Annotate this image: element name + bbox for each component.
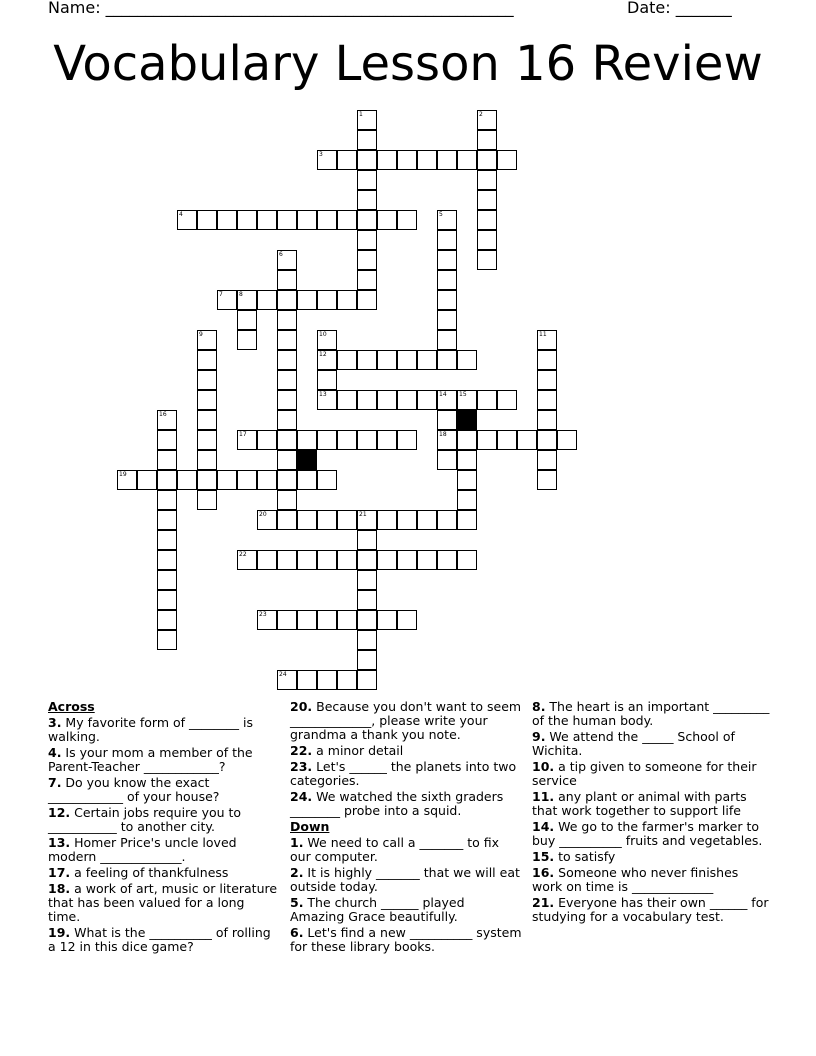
clue-text: Certain jobs require you to ___________ to another city. — [48, 805, 242, 834]
clue-number-label: 14 — [439, 391, 447, 398]
grid-cell[interactable] — [377, 390, 397, 410]
grid-cell[interactable] — [377, 150, 397, 170]
clue-number-label: 19 — [119, 471, 127, 478]
grid-cell[interactable] — [397, 430, 417, 450]
clue-text: We attend the _____ School of Wichita. — [532, 729, 735, 758]
grid-cell[interactable] — [297, 470, 317, 490]
clue-item — [532, 730, 770, 758]
grid-cell[interactable] — [457, 150, 477, 170]
grid-cell[interactable] — [417, 550, 437, 570]
grid-cell[interactable] — [237, 330, 257, 350]
grid-cell[interactable] — [317, 210, 337, 230]
clue-number: 11. — [532, 789, 555, 804]
grid-cell[interactable] — [297, 670, 317, 690]
clue-number-label: 2 — [479, 111, 483, 118]
clue-number: 5. — [290, 895, 304, 910]
grid-cell[interactable] — [237, 470, 257, 490]
grid-cell[interactable] — [357, 290, 377, 310]
grid-cell[interactable] — [377, 350, 397, 370]
grid-cell[interactable] — [197, 490, 217, 510]
grid-cell[interactable] — [277, 410, 297, 430]
grid-cell[interactable] — [437, 550, 457, 570]
grid-cell[interactable] — [317, 370, 337, 390]
clue-text: The heart is an important _________ of the human body. — [532, 699, 770, 728]
grid-cell[interactable] — [397, 350, 417, 370]
grid-cell[interactable] — [197, 350, 217, 370]
clue-number: 20. — [290, 699, 313, 714]
clue-text: Homer Price's uncle loved modern _____________. — [48, 835, 237, 864]
clue-text: Because you don't want to seem _____________, please write your grandma a thank you note. — [290, 699, 522, 742]
clue-item — [290, 790, 522, 818]
clue-number-label: 15 — [459, 391, 467, 398]
grid-cell[interactable] — [377, 510, 397, 530]
clue-number: 15. — [532, 849, 555, 864]
grid-cell[interactable] — [457, 450, 477, 470]
clue-item — [532, 820, 770, 848]
clue-number: 9. — [532, 729, 546, 744]
grid-cell[interactable] — [197, 370, 217, 390]
clue-text: any plant or animal with parts that work together to support life — [532, 789, 747, 818]
clue-text: Do you know the exact ____________ of your house? — [48, 775, 220, 804]
grid-cell[interactable] — [157, 510, 177, 530]
clue-number-label: 23 — [259, 611, 267, 618]
grid-cell[interactable] — [397, 390, 417, 410]
grid-cell[interactable] — [197, 450, 217, 470]
clue-number: 19. — [48, 925, 71, 940]
grid-cell[interactable] — [297, 290, 317, 310]
grid-cell[interactable] — [157, 570, 177, 590]
clue-number: 23. — [290, 759, 313, 774]
clue-text: to satisfy — [554, 849, 616, 864]
clue-number-label: 16 — [159, 411, 167, 418]
grid-cell[interactable] — [537, 450, 557, 470]
down-heading: Down — [290, 819, 330, 834]
grid-cell[interactable] — [357, 650, 377, 670]
grid-cell[interactable] — [437, 230, 457, 250]
grid-cell[interactable] — [317, 470, 337, 490]
clue-number-label: 3 — [319, 151, 323, 158]
grid-cell[interactable] — [157, 470, 177, 490]
clue-item — [48, 746, 280, 774]
grid-cell[interactable] — [477, 390, 497, 410]
clue-item — [48, 836, 280, 864]
clue-text: It is highly _______ that we will eat outside today. — [290, 865, 520, 894]
grid-cell[interactable] — [277, 450, 297, 470]
clue-number: 10. — [532, 759, 555, 774]
clue-text: Someone who never finishes work on time is _____________ — [532, 865, 739, 894]
grid-cell[interactable] — [277, 270, 297, 290]
grid-cell[interactable] — [437, 350, 457, 370]
clue-text: a minor detail — [312, 743, 404, 758]
clue-number: 17. — [48, 865, 71, 880]
clue-number-label: 21 — [359, 511, 367, 518]
grid-cell[interactable] — [337, 610, 357, 630]
grid-cell[interactable] — [277, 430, 297, 450]
grid-cell[interactable] — [237, 310, 257, 330]
grid-cell[interactable] — [357, 590, 377, 610]
grid-cell[interactable] — [257, 290, 277, 310]
clue-item — [290, 926, 522, 954]
grid-cell[interactable] — [197, 390, 217, 410]
clue-number: 12. — [48, 805, 71, 820]
date-field[interactable]: Date: _______ — [627, 0, 732, 17]
grid-cell[interactable] — [337, 430, 357, 450]
grid-cell[interactable] — [357, 150, 377, 170]
grid-cell[interactable] — [157, 610, 177, 630]
grid-cell[interactable] — [497, 390, 517, 410]
grid-cell[interactable] — [277, 210, 297, 230]
grid-cell[interactable] — [277, 550, 297, 570]
clue-text: a feeling of thankfulness — [70, 865, 229, 880]
grid-cell[interactable] — [337, 290, 357, 310]
grid-cell[interactable] — [357, 570, 377, 590]
clue-text: a tip given to someone for their service — [532, 759, 757, 788]
grid-cell[interactable] — [217, 470, 237, 490]
grid-cell[interactable] — [317, 290, 337, 310]
clue-text: We go to the farmer's marker to buy __________ fruits and vegetables. — [532, 819, 763, 848]
grid-cell[interactable] — [297, 430, 317, 450]
grid-cell[interactable] — [417, 510, 437, 530]
grid-cell[interactable] — [277, 490, 297, 510]
grid-cell[interactable] — [157, 490, 177, 510]
grid-cell[interactable] — [557, 430, 577, 450]
clue-number: 24. — [290, 789, 313, 804]
grid-cell[interactable] — [357, 350, 377, 370]
clue-number-label: 18 — [439, 431, 447, 438]
clue-item — [290, 866, 522, 894]
clue-number-label: 6 — [279, 251, 283, 258]
grid-cell[interactable] — [357, 270, 377, 290]
grid-cell[interactable] — [477, 430, 497, 450]
black-cell — [457, 410, 477, 430]
clue-number: 7. — [48, 775, 62, 790]
grid-cell[interactable] — [397, 510, 417, 530]
grid-cell[interactable] — [517, 430, 537, 450]
grid-cell[interactable] — [157, 430, 177, 450]
grid-cell[interactable] — [537, 470, 557, 490]
grid-cell[interactable] — [317, 430, 337, 450]
grid-cell[interactable] — [397, 210, 417, 230]
grid-cell[interactable] — [437, 150, 457, 170]
clues-column-1 — [48, 700, 280, 956]
grid-cell[interactable] — [477, 210, 497, 230]
clue-item — [532, 866, 770, 894]
grid-cell[interactable] — [357, 170, 377, 190]
clue-number-label: 17 — [239, 431, 247, 438]
grid-cell[interactable] — [397, 550, 417, 570]
clue-number-label: 20 — [259, 511, 267, 518]
clue-item — [48, 926, 280, 954]
clue-text: Let's find a new __________ system for these library books. — [290, 925, 522, 954]
clue-number-label: 1 — [359, 111, 363, 118]
clue-number-label: 13 — [319, 391, 327, 398]
grid-cell[interactable] — [497, 150, 517, 170]
grid-cell[interactable] — [237, 210, 257, 230]
clue-number: 21. — [532, 895, 555, 910]
grid-cell[interactable] — [457, 550, 477, 570]
clue-number: 18. — [48, 881, 71, 896]
grid-cell[interactable] — [357, 390, 377, 410]
clue-number: 22. — [290, 743, 313, 758]
clue-number: 3. — [48, 715, 62, 730]
grid-cell[interactable] — [197, 410, 217, 430]
grid-cell[interactable] — [277, 330, 297, 350]
clue-number-label: 10 — [319, 331, 327, 338]
grid-cell[interactable] — [357, 430, 377, 450]
clue-item — [290, 744, 522, 758]
clue-item — [532, 896, 770, 924]
grid-cell[interactable] — [337, 350, 357, 370]
grid-cell[interactable] — [457, 510, 477, 530]
grid-cell[interactable] — [317, 550, 337, 570]
grid-cell[interactable] — [437, 250, 457, 270]
clue-item — [290, 896, 522, 924]
grid-cell[interactable] — [257, 470, 277, 490]
grid-cell[interactable] — [477, 130, 497, 150]
grid-cell[interactable] — [317, 610, 337, 630]
grid-cell[interactable] — [357, 530, 377, 550]
grid-cell[interactable] — [337, 150, 357, 170]
grid-cell[interactable] — [277, 610, 297, 630]
grid-cell[interactable] — [417, 390, 437, 410]
grid-cell[interactable] — [457, 350, 477, 370]
grid-cell[interactable] — [337, 510, 357, 530]
grid-cell[interactable] — [277, 310, 297, 330]
grid-cell[interactable] — [377, 430, 397, 450]
grid-cell[interactable] — [537, 430, 557, 450]
grid-cell[interactable] — [297, 610, 317, 630]
grid-cell[interactable] — [157, 630, 177, 650]
grid-cell[interactable] — [417, 150, 437, 170]
clue-number: 4. — [48, 745, 62, 760]
grid-cell[interactable] — [297, 550, 317, 570]
clue-text: The church ______ played Amazing Grace beautifully. — [290, 895, 465, 924]
grid-cell[interactable] — [277, 510, 297, 530]
grid-cell[interactable] — [497, 430, 517, 450]
grid-cell[interactable] — [277, 290, 297, 310]
grid-cell[interactable] — [277, 370, 297, 390]
grid-cell[interactable] — [197, 430, 217, 450]
grid-cell[interactable] — [257, 550, 277, 570]
grid-cell[interactable] — [277, 390, 297, 410]
grid-cell[interactable] — [357, 670, 377, 690]
grid-cell[interactable] — [457, 430, 477, 450]
grid-cell[interactable] — [477, 230, 497, 250]
grid-cell[interactable] — [437, 270, 457, 290]
grid-cell[interactable] — [337, 550, 357, 570]
clue-number: 1. — [290, 835, 304, 850]
grid-cell[interactable] — [257, 430, 277, 450]
clue-number-label: 7 — [219, 291, 223, 298]
clue-number-label: 12 — [319, 351, 327, 358]
clue-item — [532, 790, 770, 818]
grid-cell[interactable] — [277, 350, 297, 370]
clue-item — [290, 760, 522, 788]
clue-number-label: 11 — [539, 331, 547, 338]
grid-cell[interactable] — [477, 170, 497, 190]
clue-number: 13. — [48, 835, 71, 850]
grid-cell[interactable] — [397, 610, 417, 630]
clue-number: 8. — [532, 699, 546, 714]
clue-item — [48, 806, 280, 834]
grid-cell[interactable] — [357, 190, 377, 210]
grid-cell[interactable] — [197, 470, 217, 490]
clue-text: Everyone has their own ______ for studying for a vocabulary test. — [532, 895, 769, 924]
clue-item — [532, 850, 770, 864]
clue-number-label: 4 — [179, 211, 183, 218]
grid-cell[interactable] — [437, 450, 457, 470]
clue-number: 2. — [290, 865, 304, 880]
grid-cell[interactable] — [317, 510, 337, 530]
grid-cell[interactable] — [137, 470, 157, 490]
grid-cell[interactable] — [397, 150, 417, 170]
across-heading: Across — [48, 699, 95, 714]
grid-cell[interactable] — [337, 210, 357, 230]
clue-number: 6. — [290, 925, 304, 940]
name-field[interactable]: Name: ___________________________________________________ — [48, 0, 514, 17]
grid-cell[interactable] — [377, 210, 397, 230]
page-title: Vocabulary Lesson 16 Review — [53, 36, 763, 92]
grid-cell[interactable] — [357, 210, 377, 230]
clue-text: We watched the sixth graders ________ probe into a squid. — [290, 789, 504, 818]
clue-number-label: 24 — [279, 671, 287, 678]
clue-item — [48, 866, 280, 880]
clue-text: Let's ______ the planets into two categories. — [290, 759, 517, 788]
grid-cell[interactable] — [177, 470, 197, 490]
grid-cell[interactable] — [477, 190, 497, 210]
grid-cell[interactable] — [297, 510, 317, 530]
clue-number-label: 22 — [239, 551, 247, 558]
grid-cell[interactable] — [357, 130, 377, 150]
grid-cell[interactable] — [337, 390, 357, 410]
clue-text: We need to call a _______ to fix our computer. — [290, 835, 500, 864]
grid-cell[interactable] — [377, 610, 397, 630]
grid-cell[interactable] — [157, 590, 177, 610]
clue-text: Is your mom a member of the Parent-Teacher ____________? — [48, 745, 253, 774]
grid-cell[interactable] — [537, 370, 557, 390]
clue-item — [48, 882, 280, 924]
grid-cell[interactable] — [437, 290, 457, 310]
grid-cell[interactable] — [157, 530, 177, 550]
clue-text: What is the __________ of rolling a 12 in this dice game? — [48, 925, 271, 954]
grid-cell[interactable] — [537, 410, 557, 430]
grid-cell[interactable] — [437, 310, 457, 330]
clues-column-2 — [290, 700, 522, 956]
clue-number-label: 5 — [439, 211, 443, 218]
clues-column-3 — [532, 700, 770, 926]
grid-cell[interactable] — [277, 470, 297, 490]
grid-cell[interactable] — [357, 610, 377, 630]
clue-text: a work of art, music or literature that has been valued for a long time. — [48, 881, 278, 924]
grid-cell[interactable] — [257, 210, 277, 230]
grid-cell[interactable] — [197, 210, 217, 230]
clue-number-label: 9 — [199, 331, 203, 338]
grid-cell[interactable] — [157, 450, 177, 470]
clue-item — [532, 760, 770, 788]
grid-cell[interactable] — [357, 230, 377, 250]
grid-cell[interactable] — [297, 210, 317, 230]
grid-cell[interactable] — [357, 550, 377, 570]
grid-cell[interactable] — [337, 670, 357, 690]
grid-cell[interactable] — [317, 670, 337, 690]
grid-cell[interactable] — [537, 390, 557, 410]
grid-cell[interactable] — [157, 550, 177, 570]
grid-cell[interactable] — [457, 470, 477, 490]
clue-number: 14. — [532, 819, 555, 834]
grid-cell[interactable] — [477, 150, 497, 170]
clue-item — [48, 716, 280, 744]
grid-cell[interactable] — [417, 350, 437, 370]
clue-text: My favorite form of ________ is walking. — [48, 715, 253, 744]
black-cell — [297, 450, 317, 470]
clue-item — [48, 776, 280, 804]
grid-cell[interactable] — [477, 250, 497, 270]
grid-cell[interactable] — [217, 210, 237, 230]
grid-cell[interactable] — [537, 350, 557, 370]
grid-cell[interactable] — [357, 630, 377, 650]
grid-cell[interactable] — [437, 410, 457, 430]
grid-cell[interactable] — [437, 330, 457, 350]
grid-cell[interactable] — [457, 490, 477, 510]
clue-item — [290, 700, 522, 742]
clue-item — [290, 836, 522, 864]
clue-number: 16. — [532, 865, 555, 880]
grid-cell[interactable] — [437, 510, 457, 530]
grid-cell[interactable] — [357, 250, 377, 270]
grid-cell[interactable] — [377, 550, 397, 570]
clue-item — [532, 700, 770, 728]
clue-number-label: 8 — [239, 291, 243, 298]
